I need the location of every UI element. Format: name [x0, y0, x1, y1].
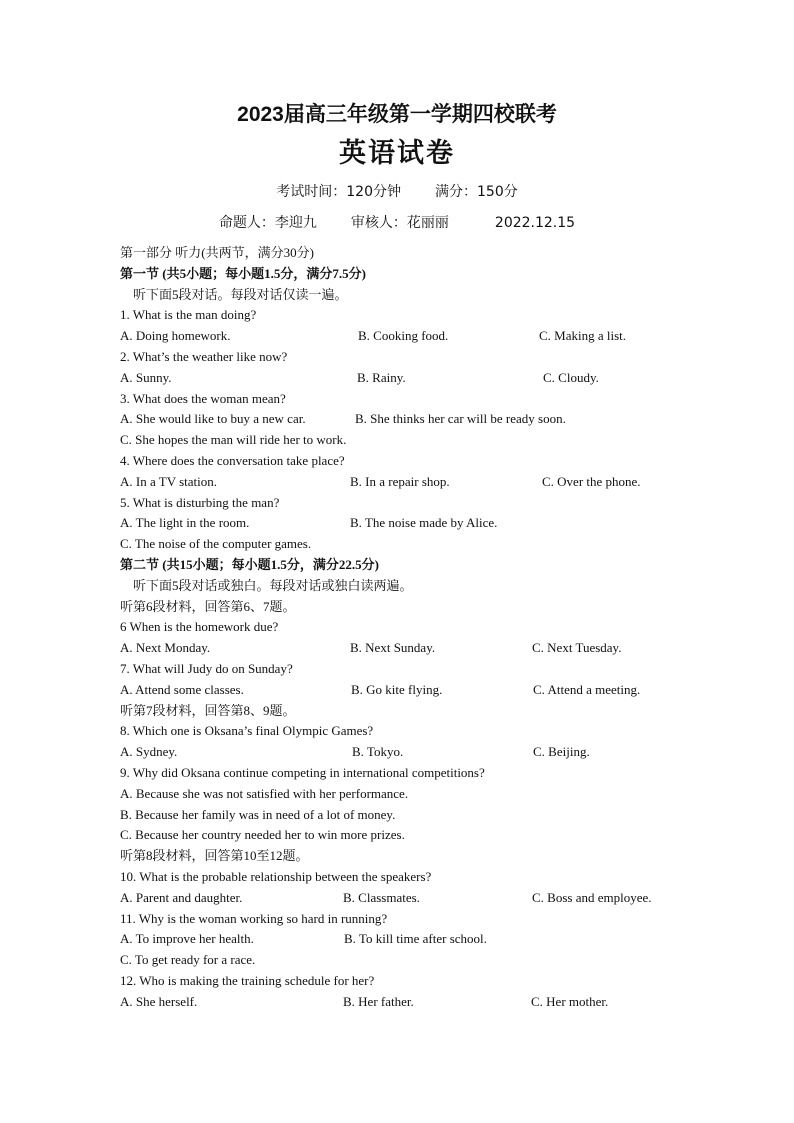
options-row	[120, 513, 680, 534]
option-a: A. Sydney.	[120, 744, 178, 760]
subject-title: 英语试卷	[339, 138, 455, 169]
question-2: 2. What’s the weather like now?	[120, 348, 288, 364]
section-instruction: 听下面5段对话或独白。每段对话或独白读两遍。	[133, 577, 413, 593]
section-heading: 第一节 (共5小题；每小题1.5分，满分7.5分)	[120, 265, 366, 281]
option-a: A. Parent and daughter.	[120, 889, 243, 905]
question-4: 4. Where does the conversation take place?	[120, 452, 345, 468]
options-row	[120, 326, 680, 347]
section-instruction: 听下面5段对话。每段对话仅读一遍。	[133, 286, 348, 302]
option-a: A. She herself.	[120, 993, 198, 1009]
option-a: A. Sunny.	[120, 369, 172, 385]
question-5: 5. What is disturbing the man?	[120, 494, 280, 510]
material-note: 听第8段材料，回答第10至12题。	[120, 848, 309, 864]
options-row	[120, 742, 680, 763]
option-c: C. Boss and employee.	[532, 889, 652, 905]
author-info-line	[0, 212, 794, 232]
option-b: B. Her father.	[343, 993, 414, 1009]
question-3: 3. What does the woman mean?	[120, 390, 286, 406]
exam-time: 考试时间：120分钟	[276, 184, 401, 200]
option-a: A. To improve her health.	[120, 931, 254, 947]
question-7: 7. What will Judy do on Sunday?	[120, 660, 293, 676]
question-8: 8. Which one is Oksana’s final Olympic Games?	[120, 723, 374, 739]
option-b: B. Cooking food.	[358, 328, 449, 344]
options-row	[120, 929, 680, 950]
option-a: A. In a TV station.	[120, 473, 218, 489]
question-10: 10. What is the probable relationship between the speakers?	[120, 868, 432, 884]
options-row	[120, 472, 680, 493]
option-a: A. Doing homework.	[120, 328, 231, 344]
options-row	[120, 888, 680, 909]
option-b: B. Next Sunday.	[350, 640, 436, 656]
part-heading: 第一部分 听力(共两节，满分30分)	[120, 245, 314, 260]
option-b: B. The noise made by Alice.	[350, 515, 498, 531]
option-c: C. Cloudy.	[543, 369, 599, 385]
option-b: B. Rainy.	[357, 369, 406, 385]
option-b: B. Tokyo.	[352, 744, 404, 760]
option-c: C. Her mother.	[531, 993, 609, 1009]
exam-info-line	[0, 181, 794, 201]
option-b: B. Go kite flying.	[351, 681, 443, 697]
exam-content	[120, 243, 680, 1012]
section-heading: 第二节 (共15小题；每小题1.5分，满分22.5分)	[120, 556, 379, 572]
option-a: A. Next Monday.	[120, 640, 211, 656]
option-b: B. She thinks her car will be ready soon.	[355, 411, 566, 427]
option-a: A. She would like to buy a new car.	[120, 411, 306, 427]
option-c: C. To get ready for a race.	[120, 952, 256, 968]
option-c: C. Because her country needed her to win more prizes.	[120, 827, 405, 843]
option-a: A. Attend some classes.	[120, 681, 244, 697]
full-score: 满分：150分	[435, 184, 518, 200]
option-c: C. Attend a meeting.	[533, 681, 641, 697]
material-note: 听第7段材料，回答第8、9题。	[120, 702, 296, 718]
option-c: C. Over the phone.	[542, 473, 641, 489]
options-row	[120, 638, 680, 659]
option-c: C. The noise of the computer games.	[120, 536, 312, 552]
material-note: 听第6段材料，回答第6、7题。	[120, 598, 296, 614]
option-c: C. Beijing.	[533, 744, 590, 760]
option-b: B. Because her family was in need of a lot of money.	[120, 806, 396, 822]
question-12: 12. Who is making the training schedule for her?	[120, 972, 375, 988]
option-a: A. The light in the room.	[120, 515, 250, 531]
option-a: A. Because she was not satisfied with her performance.	[120, 785, 409, 801]
reviewer: 审核人：花丽丽	[350, 215, 449, 231]
option-c: C. Next Tuesday.	[532, 640, 622, 656]
option-c: C. Making a list.	[539, 328, 627, 344]
question-11: 11. Why is the woman working so hard in running?	[120, 910, 388, 926]
exam-title: 2023届高三年级第一学期四校联考	[237, 103, 557, 126]
option-c: C. She hopes the man will ride her to work.	[120, 432, 347, 448]
exam-date: 2022.12.15	[494, 215, 576, 231]
option-b: B. In a repair shop.	[350, 473, 450, 489]
question-1: 1. What is the man doing?	[120, 307, 257, 323]
option-b: B. To kill time after school.	[344, 931, 487, 947]
question-9: 9. Why did Oksana continue competing in international competitions?	[120, 764, 485, 780]
options-row	[120, 368, 680, 389]
author: 命题人：李迎九	[218, 215, 317, 231]
option-b: B. Classmates.	[343, 889, 420, 905]
options-row	[120, 409, 680, 430]
options-row	[120, 680, 680, 701]
question-6: 6 When is the homework due?	[120, 619, 279, 635]
options-row	[120, 992, 680, 1013]
